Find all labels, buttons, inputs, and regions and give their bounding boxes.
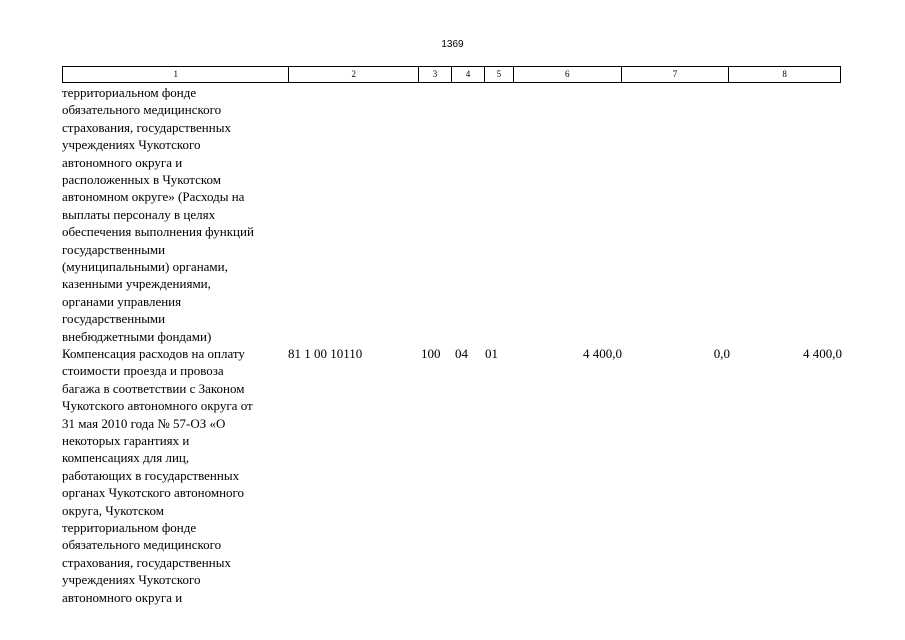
row-expense-type: 100 — [421, 346, 441, 361]
row-section: 04 — [455, 346, 468, 361]
row-amount-col8: 4 400,0 — [803, 346, 842, 361]
row-target-code: 81 1 00 10110 — [288, 346, 363, 361]
column-header-7: 7 — [622, 67, 730, 82]
column-header-3: 3 — [419, 67, 452, 82]
page-number: 1369 — [441, 39, 464, 50]
row-description: Компенсация расходов на оплату стоимости проезда и провоза багажа в соответствии с Законом Чукотского автономного округа от 31 мая 2010 года № 57-ОЗ «О некоторых гарантиях и компенсациях для лиц, работающих в государственных органах Чукотского автономного округа, Чукотском территориальном фонде обязательного медицинского страхования, государственных учреждениях Чукотского автономного округа и — [62, 346, 253, 605]
column-header-1: 1 — [63, 67, 289, 82]
row-amount-col6: 4 400,0 — [583, 346, 622, 361]
table-header-row — [62, 66, 841, 83]
column-header-5: 5 — [485, 67, 514, 82]
column-header-4: 4 — [452, 67, 485, 82]
row-subsection: 01 — [485, 346, 498, 361]
continuation-text: территориальном фонде обязательного медицинского страхования, государственных учреждениях Чукотского автономного округа и расположенных в Чукотском автономном округе» (Расходы на выплаты персоналу в целях обеспечения выполнения функций государственными (муниципальными) органами, казенными учреждениями, органами управления государственными внебюджетными фондами) — [62, 85, 254, 344]
column-header-8: 8 — [782, 69, 787, 79]
column-header-6: 6 — [514, 67, 622, 82]
column-header-2: 2 — [289, 67, 419, 82]
row-amount-col7: 0,0 — [713, 346, 730, 361]
